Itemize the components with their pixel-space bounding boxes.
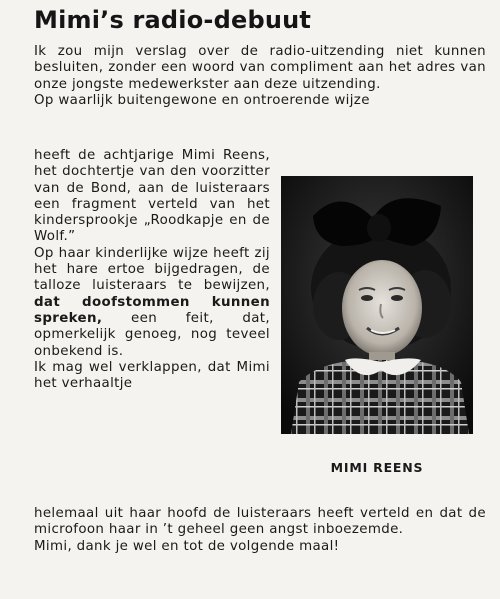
girl-portrait-illustration xyxy=(281,176,473,434)
paragraph-mimi: heeft de achtjarige Mimi Reens, het dochtertje van den voorzitter van de Bond, aan de luisteraars een fragment verteld van het kindersprookje „Roodkapje en de Wolf.” xyxy=(34,148,270,245)
portrait-photo xyxy=(281,176,473,434)
proof-text-b: een feit, dat, opmerkelijk genoeg, nog teveel onbekend is. xyxy=(34,310,270,359)
narrow-column xyxy=(34,148,270,392)
paragraph-reveal: Ik mag wel verklappen, dat Mimi het verhaaltje xyxy=(34,359,270,392)
paragraph-reveal-continued: helemaal uit haar hoofd de luisteraars heeft verteld en dat de microfoon haar in ’t geheel geen angst inboezemde. xyxy=(34,506,486,538)
article-title: Mimi’s radio-debuut xyxy=(34,6,312,34)
proof-text-a: Op haar kinderlijke wijze heeft zij het hare ertoe bijgedragen, de talloze luisteraars te bewijzen, xyxy=(34,245,270,294)
paragraph-proof xyxy=(34,246,270,360)
photo-caption: MIMI REENS xyxy=(330,460,424,475)
first-line: Op waarlijk buitengewone en ontroerende wijze xyxy=(34,92,370,108)
bottom-text xyxy=(34,506,486,555)
proof-text-bold: dat doofstommen kunnen spreken, xyxy=(34,294,270,326)
closing-line: Mimi, dank je wel en tot de volgende maal! xyxy=(34,538,340,554)
intro-paragraph: Ik zou mijn verslag over de radio-uitzending niet kunnen besluiten, zonder een woord van compliment aan het adres van onze jongste medewerkster aan deze uitzending. xyxy=(34,44,486,92)
